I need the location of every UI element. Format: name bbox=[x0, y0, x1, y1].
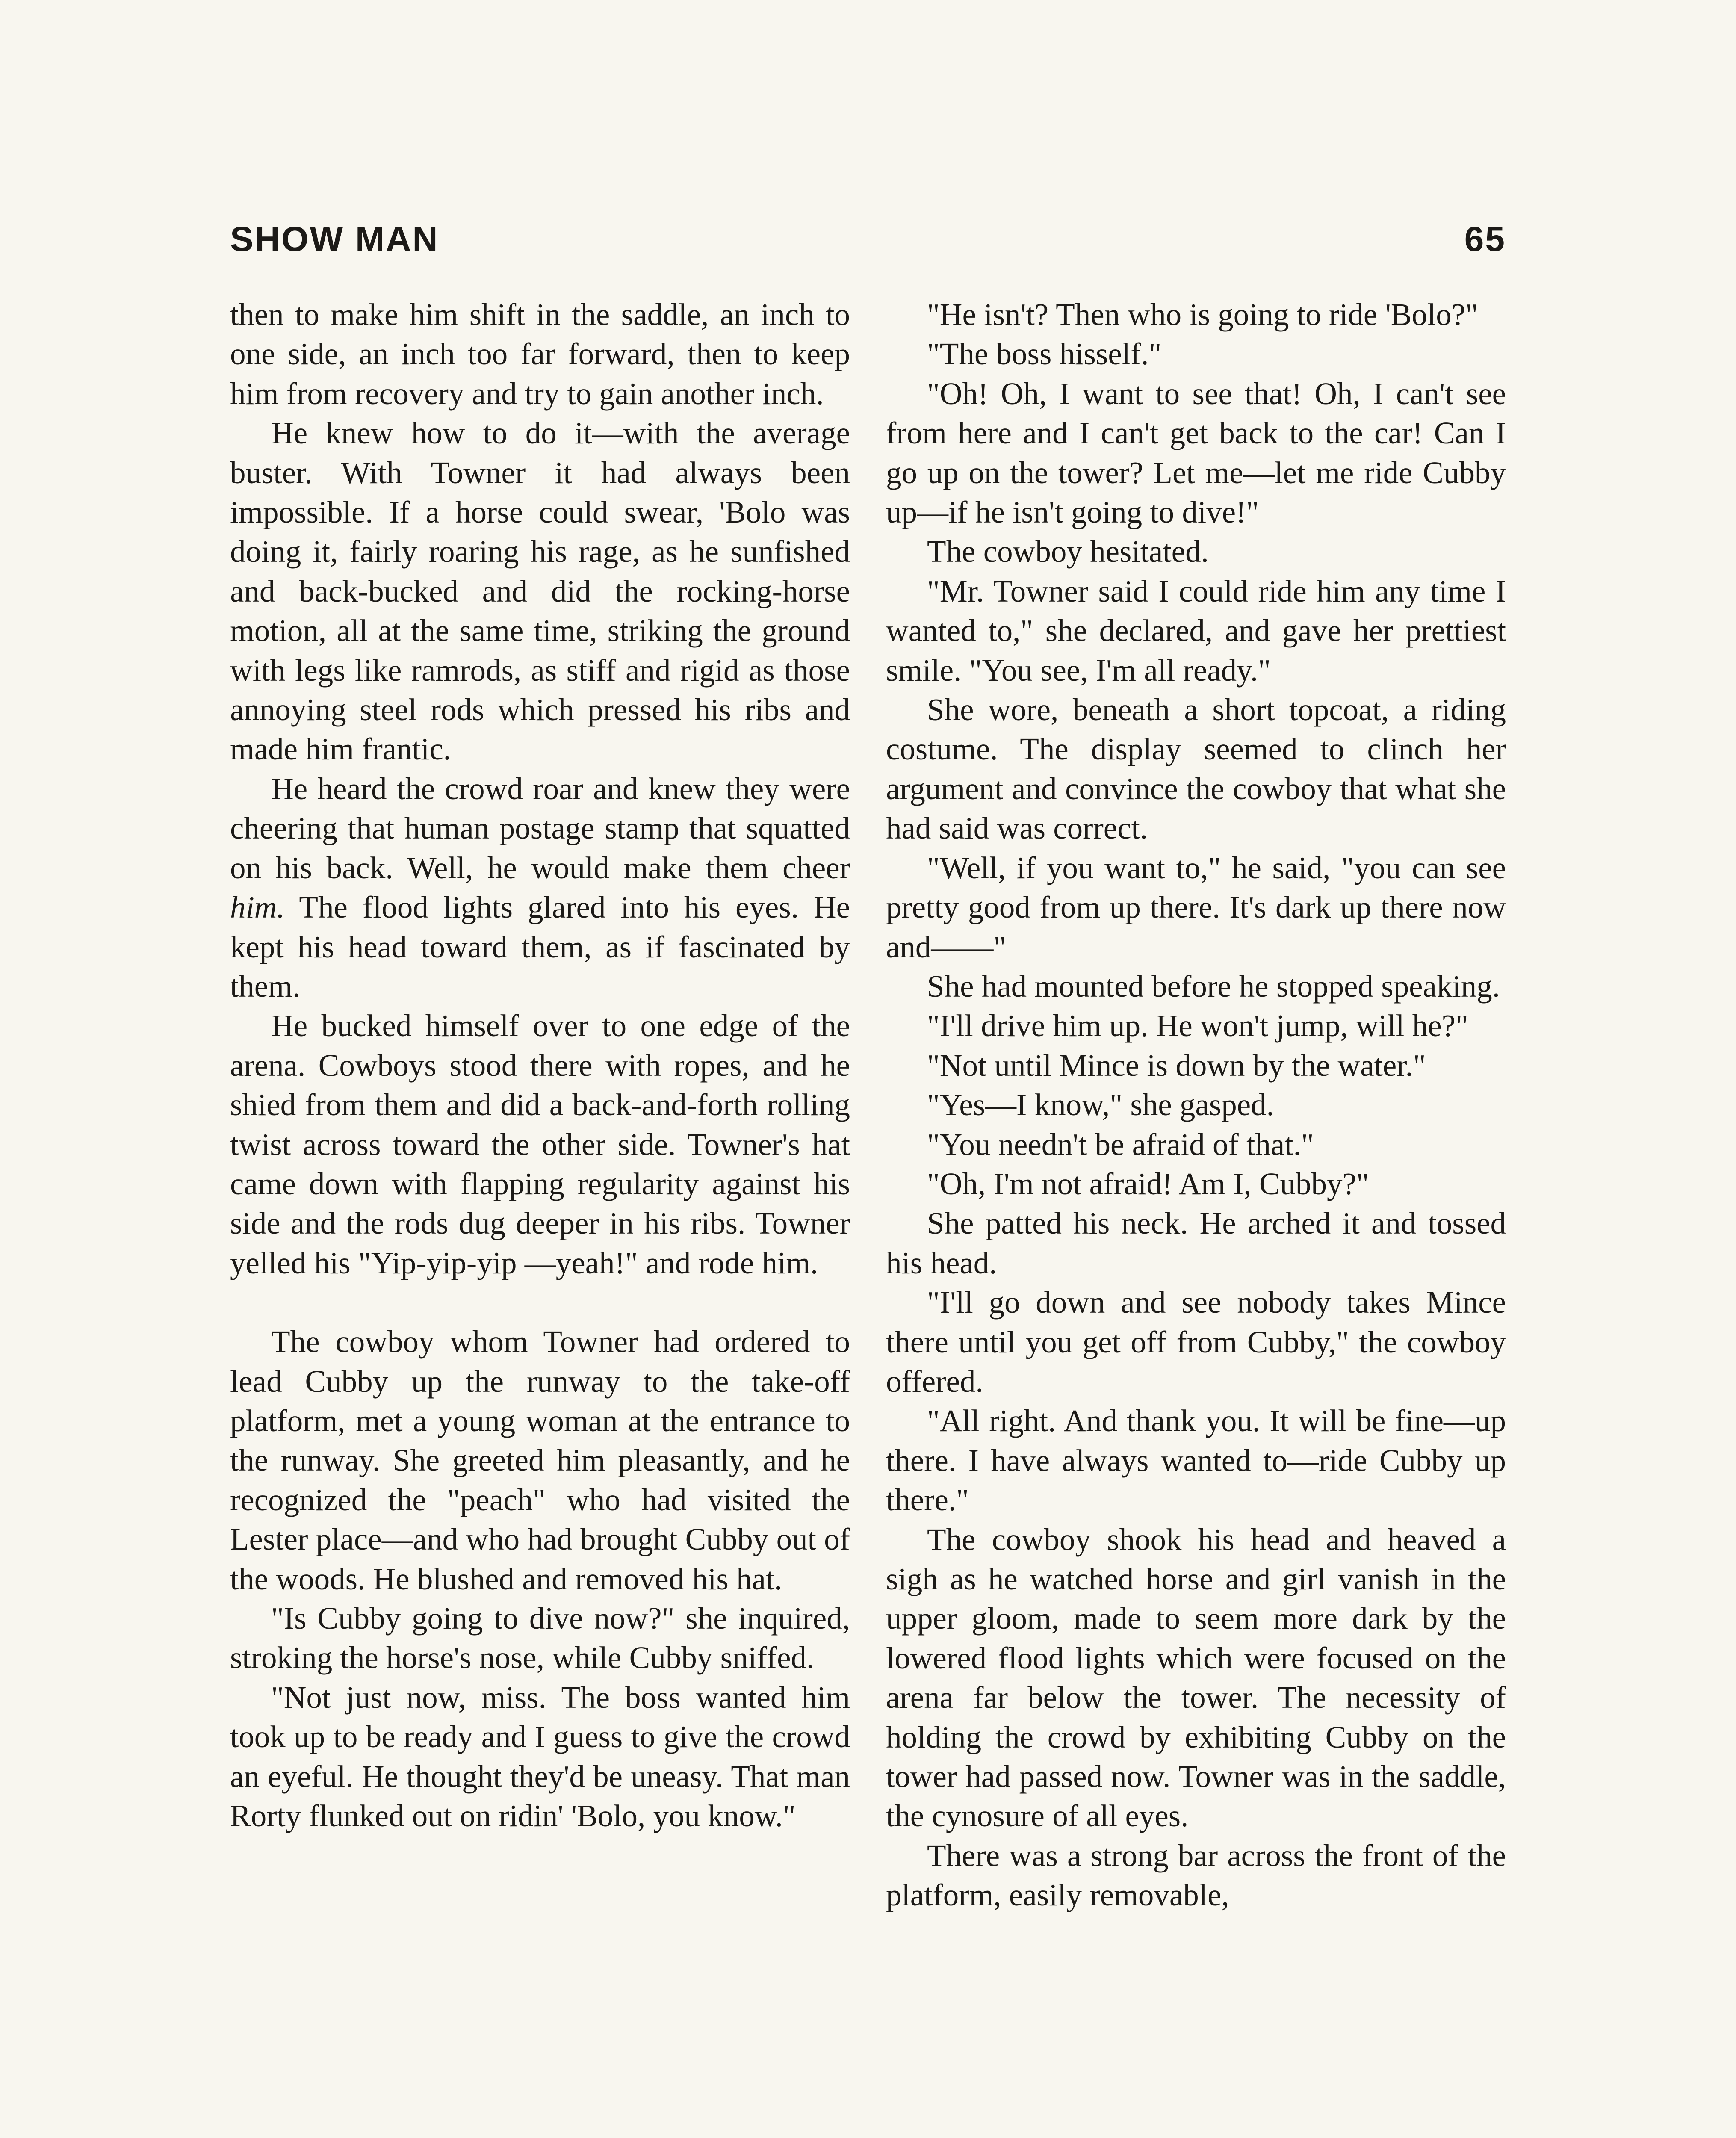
paragraph-text: She wore, beneath a short topcoat, a riding costume. The display seemed to clinch her argument and convince the cowboy that what she had said was correct. bbox=[886, 692, 1506, 846]
paragraph-text: The cowboy whom Towner had ordered to lead Cubby up the runway to the take-off platform, met a young woman at the entrance to the runway. She greeted him pleasantly, and he recognized the "peach" who had visited the Lester place—and who had brought Cubby out of the woods. He blushed and removed his hat. bbox=[230, 1324, 850, 1596]
paragraph bbox=[886, 295, 1506, 334]
paragraph-text: The cowboy hesitated. bbox=[927, 534, 1209, 569]
running-header bbox=[230, 214, 1506, 265]
paragraph-text: "Mr. Towner said I could ride him any time I wanted to," she declared, and gave her prettiest smile. "You see, I'm all ready." bbox=[886, 573, 1506, 688]
paragraph bbox=[886, 1401, 1506, 1520]
paragraph bbox=[886, 1085, 1506, 1125]
right-column bbox=[886, 295, 1506, 1915]
paragraph-text: "You needn't be afraid of that." bbox=[927, 1127, 1314, 1162]
paragraph-text: "All right. And thank you. It will be fine—up there. I have always wanted to—ride Cubby up there." bbox=[886, 1403, 1506, 1518]
running-title: SHOW MAN bbox=[230, 220, 439, 259]
paragraph-text: The flood lights glared into his eyes. He kept his head toward them, as if fascinated by them. bbox=[230, 890, 850, 1004]
paragraph-text: "I'll go down and see nobody takes Mince there until you get off from Cubby," the cowboy offered. bbox=[886, 1285, 1506, 1399]
paragraph-text: He heard the crowd roar and knew they were cheering that human postage stamp that squatted on his back. Well, he would make them cheer bbox=[230, 771, 850, 885]
paragraph bbox=[886, 967, 1506, 1006]
paragraph-text: "Is Cubby going to dive now?" she inquired, stroking the horse's nose, while Cubby sniffed. bbox=[230, 1601, 850, 1675]
paragraph-text: "Not just now, miss. The boss wanted him took up to be ready and I guess to give the crowd an eyeful. He thought they'd be uneasy. That man Rorty flunked out on ridin' 'Bolo, you know." bbox=[230, 1680, 850, 1834]
paragraph-text: He bucked himself over to one edge of the arena. Cowboys stood there with ropes, and he shied from them and did a back-and-forth rolling twist across toward the other side. Towner's hat came down with flapping regularity against his side and the rods dug deeper in his ribs. Towner yelled his "Yip-yip-yip —yeah!" and rode him. bbox=[230, 1008, 850, 1280]
paragraph-text: The cowboy shook his head and heaved a sigh as he watched horse and girl vanish in the upper gloom, made to seem more dark by the lowered flood lights which were focused on the arena far below the tower. The necessity of holding the crowd by exhibiting Cubby on the tower had passed now. Towner was in the saddle, the cynosure of all eyes. bbox=[886, 1522, 1506, 1834]
section-break bbox=[230, 1283, 850, 1322]
paragraph-text: "The boss hisself." bbox=[927, 337, 1162, 372]
paragraph-text: "Well, if you want to," he said, "you can see pretty good from up there. It's dark up there now and——" bbox=[886, 850, 1506, 964]
paragraph-text: She had mounted before he stopped speaking. bbox=[927, 969, 1500, 1004]
paragraph-text: "Yes—I know," she gasped. bbox=[927, 1087, 1274, 1122]
paragraph bbox=[886, 1006, 1506, 1045]
paragraph bbox=[886, 1836, 1506, 1915]
paragraph-text: He knew how to do it—with the average buster. With Towner it had always been impossible. If a horse could swear, 'Bolo was doing it, fairly roaring his rage, as he sunfished and back-bucked and did the rocking-horse motion, all at the same time, striking the ground with legs like ramrods, as stiff and rigid as those annoying steel rods which pressed his ribs and made him frantic. bbox=[230, 416, 850, 767]
paragraph bbox=[886, 1046, 1506, 1085]
paragraph-text: "Oh, I'm not afraid! Am I, Cubby?" bbox=[927, 1166, 1369, 1201]
paragraph bbox=[886, 848, 1506, 967]
paragraph bbox=[230, 1322, 850, 1599]
paragraph-text: "Not until Mince is down by the water." bbox=[927, 1048, 1426, 1083]
paragraph bbox=[886, 1283, 1506, 1401]
paragraph-text: She patted his neck. He arched it and tossed his head. bbox=[886, 1206, 1506, 1280]
paragraph bbox=[886, 1204, 1506, 1283]
paragraph-text: There was a strong bar across the front of the platform, easily removable, bbox=[886, 1838, 1506, 1913]
paragraph bbox=[886, 1520, 1506, 1836]
emphasized-text: him. bbox=[230, 890, 285, 925]
paragraph bbox=[886, 334, 1506, 374]
paragraph bbox=[230, 413, 850, 769]
left-column bbox=[230, 295, 850, 1836]
paragraph-text: "He isn't? Then who is going to ride 'Bolo?" bbox=[927, 297, 1478, 332]
paragraph bbox=[230, 1599, 850, 1678]
paragraph bbox=[230, 1678, 850, 1836]
paragraph bbox=[886, 1164, 1506, 1204]
paragraph bbox=[886, 374, 1506, 532]
paragraph bbox=[230, 295, 850, 413]
paragraph bbox=[230, 1006, 850, 1283]
page-number: 65 bbox=[1464, 220, 1506, 259]
paragraph-text: "Oh! Oh, I want to see that! Oh, I can't see from here and I can't get back to the car! Can I go up on the tower? Let me—let me ride Cubby up—if he isn't going to dive!" bbox=[886, 376, 1506, 530]
paragraph bbox=[886, 1125, 1506, 1164]
paragraph bbox=[886, 532, 1506, 571]
paragraph bbox=[886, 572, 1506, 690]
paragraph-text: "I'll drive him up. He won't jump, will he?" bbox=[927, 1008, 1468, 1043]
paragraph bbox=[886, 690, 1506, 848]
paragraph-text: then to make him shift in the saddle, an inch to one side, an inch too far forward, then to keep him from recovery and try to gain another inch. bbox=[230, 297, 850, 411]
paragraph bbox=[230, 769, 850, 1006]
